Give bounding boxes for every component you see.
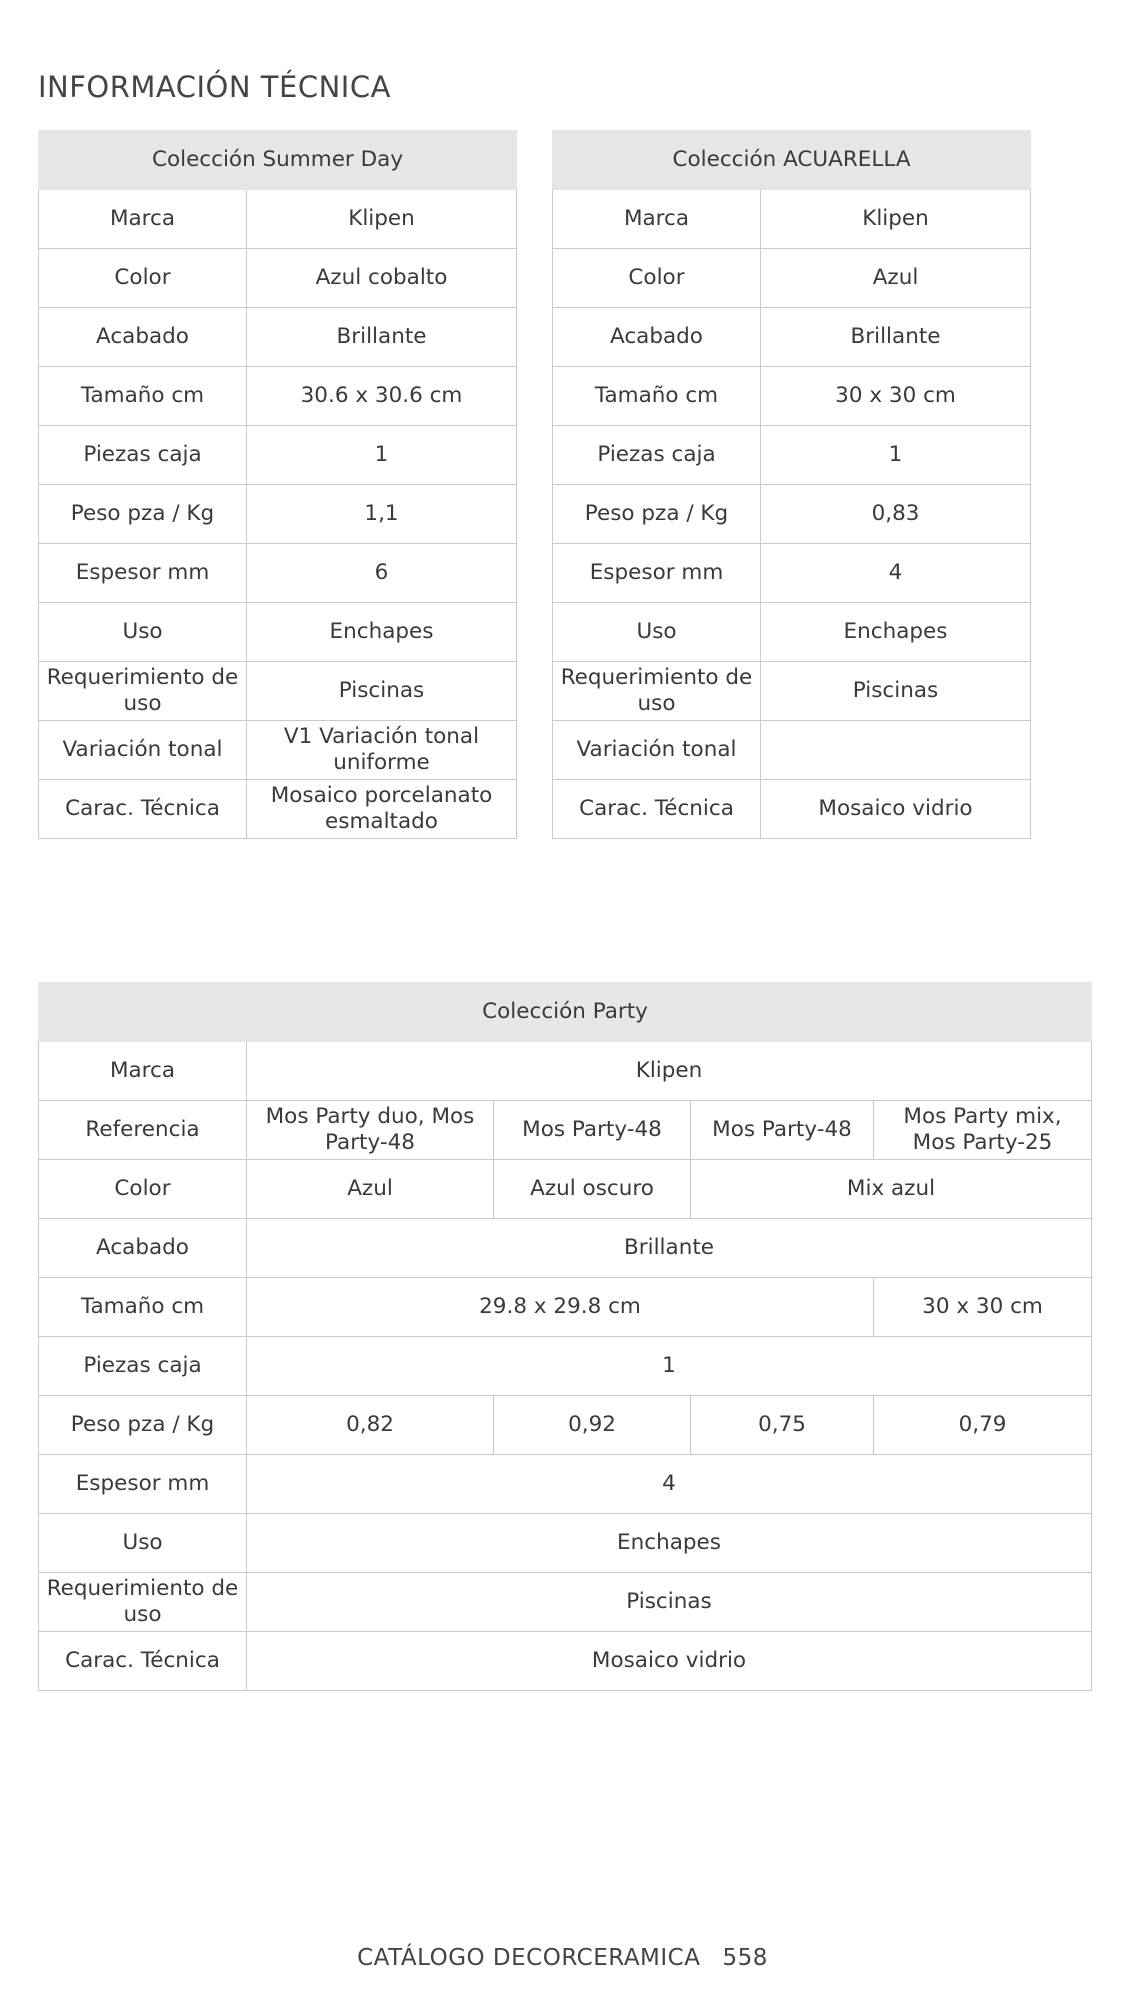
table-row (39, 485, 517, 544)
table-row (39, 1396, 1092, 1455)
row-value: Mos Party-48 (494, 1101, 691, 1160)
row-label: Color (39, 249, 247, 308)
row-value: Azul (247, 1160, 494, 1219)
row-label: Uso (39, 1514, 247, 1573)
table-row (39, 780, 517, 839)
row-value: Mosaico porcelanato esmaltado (247, 780, 517, 839)
table-row (553, 367, 1031, 426)
row-value: 30 x 30 cm (761, 367, 1031, 426)
table-row (39, 308, 517, 367)
row-value: 0,82 (247, 1396, 494, 1455)
row-label: Espesor mm (39, 1455, 247, 1514)
table-row (39, 1455, 1092, 1514)
row-label: Acabado (39, 308, 247, 367)
acuarella-title: Colección ACUARELLA (553, 131, 1031, 190)
row-value: 29.8 x 29.8 cm (247, 1278, 874, 1337)
row-value: 6 (247, 544, 517, 603)
row-label: Peso pza / Kg (553, 485, 761, 544)
row-label: Tamaño cm (39, 367, 247, 426)
table-row (553, 426, 1031, 485)
table-row (39, 367, 517, 426)
catalog-name: CATÁLOGO DECORCERAMICA (357, 1945, 701, 1971)
row-value: 0,75 (691, 1396, 874, 1455)
row-value: 1 (247, 426, 517, 485)
table-row (553, 603, 1031, 662)
row-value: Piscinas (761, 662, 1031, 721)
row-label: Carac. Técnica (39, 1632, 247, 1691)
row-value: 0,92 (494, 1396, 691, 1455)
party-table (38, 982, 1092, 1691)
table-row (553, 308, 1031, 367)
table-row (39, 426, 517, 485)
row-label: Requerimiento de uso (39, 662, 247, 721)
row-value: Klipen (761, 190, 1031, 249)
row-label: Marca (39, 1042, 247, 1101)
row-value: Klipen (247, 190, 517, 249)
row-value: Brillante (247, 1219, 1092, 1278)
summer-day-title: Colección Summer Day (39, 131, 517, 190)
row-label: Piezas caja (39, 426, 247, 485)
row-label: Variación tonal (553, 721, 761, 780)
row-label: Uso (553, 603, 761, 662)
row-label: Piezas caja (39, 1337, 247, 1396)
row-label: Marca (553, 190, 761, 249)
table-row (39, 721, 517, 780)
table-row (553, 190, 1031, 249)
table-row (553, 485, 1031, 544)
row-value: Mix azul (691, 1160, 1092, 1219)
row-value: 4 (761, 544, 1031, 603)
row-value: Mos Party duo, Mos Party-48 (247, 1101, 494, 1160)
row-value: 30 x 30 cm (874, 1278, 1092, 1337)
row-label: Tamaño cm (39, 1278, 247, 1337)
row-label: Variación tonal (39, 721, 247, 780)
row-label: Acabado (39, 1219, 247, 1278)
row-value: 1 (247, 1337, 1092, 1396)
row-value: Mos Party-48 (691, 1101, 874, 1160)
row-value: Brillante (761, 308, 1031, 367)
row-value: Enchapes (761, 603, 1031, 662)
table-row (39, 1337, 1092, 1396)
table-row (39, 1514, 1092, 1573)
row-value: 1 (761, 426, 1031, 485)
table-row (39, 1101, 1092, 1160)
row-label: Tamaño cm (553, 367, 761, 426)
row-value: 0,79 (874, 1396, 1092, 1455)
row-value: Enchapes (247, 603, 517, 662)
row-value: Azul oscuro (494, 1160, 691, 1219)
row-label: Marca (39, 190, 247, 249)
acuarella-table (552, 130, 1031, 839)
summer-day-table (38, 130, 517, 839)
page-footer (0, 1945, 1125, 1971)
page-title: INFORMACIÓN TÉCNICA (38, 70, 391, 104)
row-value: Mosaico vidrio (761, 780, 1031, 839)
row-value: Enchapes (247, 1514, 1092, 1573)
table-row (39, 1160, 1092, 1219)
table-row (39, 1042, 1092, 1101)
row-value: Piscinas (247, 1573, 1092, 1632)
row-value: Mosaico vidrio (247, 1632, 1092, 1691)
row-value: 4 (247, 1455, 1092, 1514)
row-label: Color (39, 1160, 247, 1219)
row-label: Peso pza / Kg (39, 1396, 247, 1455)
table-header-row (553, 131, 1031, 190)
table-row (39, 603, 517, 662)
row-value: 0,83 (761, 485, 1031, 544)
row-value: 30.6 x 30.6 cm (247, 367, 517, 426)
table-row (553, 721, 1031, 780)
table-row (39, 662, 517, 721)
table-header-row (39, 131, 517, 190)
row-value: 1,1 (247, 485, 517, 544)
row-label: Requerimiento de uso (39, 1573, 247, 1632)
table-row (39, 1573, 1092, 1632)
table-row (39, 190, 517, 249)
row-label: Color (553, 249, 761, 308)
row-value (761, 721, 1031, 780)
row-value: Klipen (247, 1042, 1092, 1101)
row-label: Acabado (553, 308, 761, 367)
table-row (39, 1632, 1092, 1691)
table-row (39, 249, 517, 308)
row-label: Requerimiento de uso (553, 662, 761, 721)
table-header-row (39, 983, 1092, 1042)
row-label: Carac. Técnica (553, 780, 761, 839)
table-row (553, 662, 1031, 721)
page-number: 558 (722, 1945, 768, 1971)
row-label: Piezas caja (553, 426, 761, 485)
row-value: Mos Party mix, Mos Party-25 (874, 1101, 1092, 1160)
row-label: Peso pza / Kg (39, 485, 247, 544)
table-row (553, 249, 1031, 308)
table-row (553, 780, 1031, 839)
row-label: Espesor mm (553, 544, 761, 603)
row-label: Referencia (39, 1101, 247, 1160)
row-value: V1 Variación tonal uniforme (247, 721, 517, 780)
table-row (39, 1278, 1092, 1337)
party-title: Colección Party (39, 983, 1092, 1042)
row-label: Uso (39, 603, 247, 662)
table-row (553, 544, 1031, 603)
row-value: Brillante (247, 308, 517, 367)
table-row (39, 1219, 1092, 1278)
row-label: Carac. Técnica (39, 780, 247, 839)
row-value: Azul (761, 249, 1031, 308)
table-row (39, 544, 517, 603)
row-value: Piscinas (247, 662, 517, 721)
row-label: Espesor mm (39, 544, 247, 603)
row-value: Azul cobalto (247, 249, 517, 308)
